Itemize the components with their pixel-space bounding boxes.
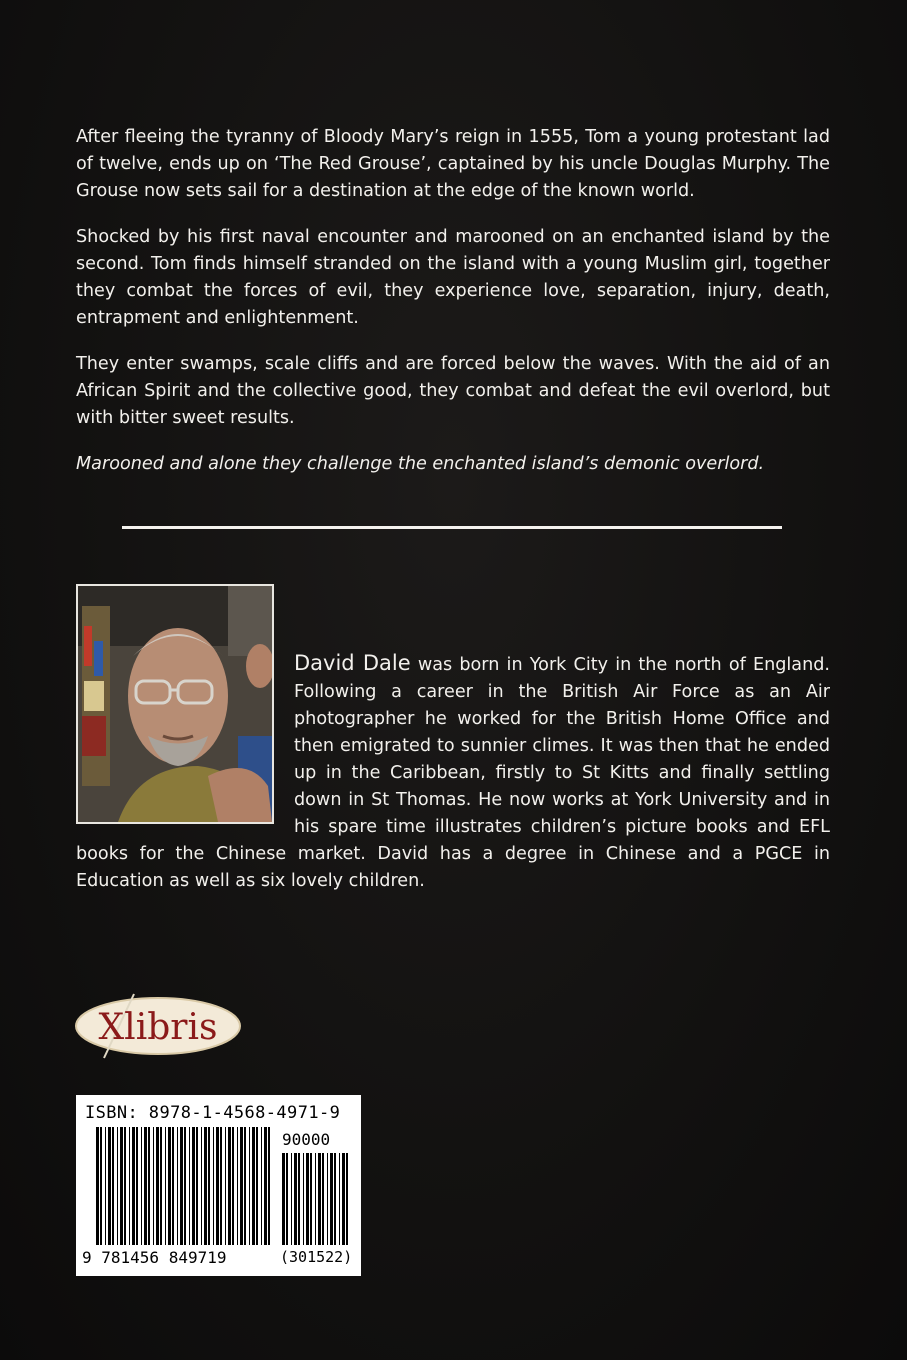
blurb-paragraph-1: After fleeing the tyranny of Bloody Mary’s reign in 1555, Tom a young protestant lad of twelve, ends up on ‘The Red Grouse’, captained by his uncle Douglas Murphy. The Grouse now sets sail for a destination at the edge of the known world. (76, 127, 830, 201)
price-code: 90000 (282, 1130, 331, 1149)
blurb-paragraph-3: They enter swamps, scale cliffs and are forced below the waves. With the aid of an African Spirit and the collective good, they combat and defeat the evil overlord, but with bitter sweet results. (76, 354, 830, 428)
author-name: David Dale (294, 651, 411, 675)
author-portrait-image (78, 586, 272, 822)
svg-text:Xlibris: Xlibris (98, 1007, 218, 1048)
author-bio-body: was born in York City in the north of England. Following a career in the British Air Force as an Air photographer he worked for the British Home Office and then emigrated to sunnier climes. It was then that he ended up in the Caribbean, firstly to St Kitts and finally settling down in St Thomas. He now works at York University and in his spare time illustrates children’s picture books and EFL books for the Chinese market. David has a degree in Chinese and a PGCE in Education as well as six lovely children. (76, 655, 830, 891)
addon-digits: (301522) (280, 1248, 353, 1266)
back-cover-blurb (76, 124, 830, 497)
blurb-tagline: Marooned and alone they challenge the enchanted island’s demonic overlord. (76, 454, 765, 474)
publisher-logo (74, 990, 244, 1060)
author-bio (76, 584, 830, 895)
isbn-barcode (76, 1095, 361, 1276)
ean-digits: 9 781456 849719 (82, 1248, 227, 1267)
section-divider (122, 526, 782, 529)
blurb-paragraph-2: Shocked by his first naval encounter and marooned on an enchanted island by the second. Tom finds himself stranded on the island with a young Muslim girl, together they combat the forces of evil, they experience love, separation, injury, death, entrapment and enlightenment. (76, 227, 830, 328)
xlibris-logo-icon (74, 990, 244, 1060)
isbn-label: ISBN: 8978-1-4568-4971-9 (85, 1103, 341, 1123)
author-photo (76, 584, 274, 824)
